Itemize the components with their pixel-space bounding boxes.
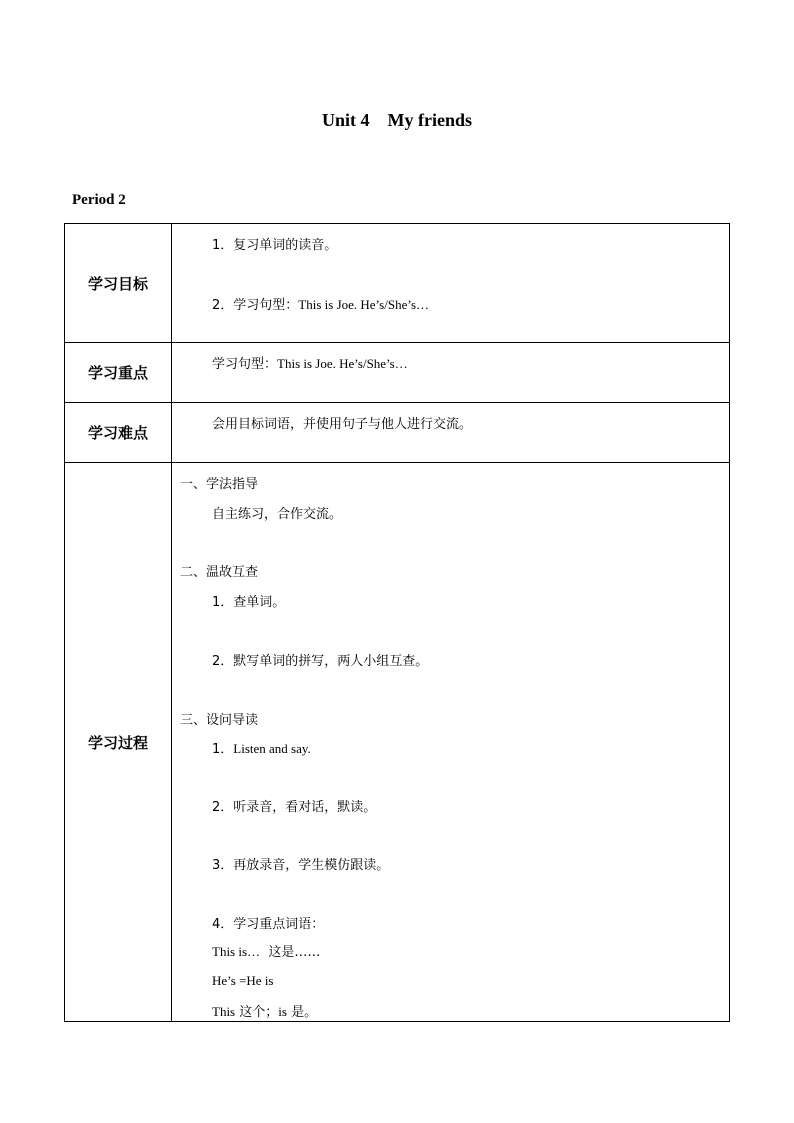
- table-row-goals: [65, 224, 730, 343]
- vocab-1-en: This is…: [212, 944, 261, 959]
- goals-line-2-sentence: This is Joe. He’s/She’s…: [298, 297, 430, 312]
- process-section-3-item-2: 2．听录音，看对话，默读。: [212, 800, 377, 815]
- table-row-key: [65, 343, 730, 403]
- key-line: [212, 353, 408, 372]
- process-section-2-item-1: 1．查单词。: [212, 595, 286, 610]
- difficulty-content: [172, 403, 730, 463]
- key-content: [172, 343, 730, 403]
- study-plan-table: [64, 223, 730, 1022]
- process-section-3-item-1: [212, 738, 311, 757]
- process-section-2-item-2: 2．默写单词的拼写，两人小组互查。: [212, 654, 429, 669]
- vocab-3-cn-b: 是。: [291, 1005, 318, 1020]
- process-section-3-heading: 三、设问导读: [180, 713, 259, 728]
- process-section-3-item-1-num: 1．: [212, 742, 234, 757]
- process-content: [172, 463, 730, 1022]
- vocab-line-2: He’s =He is: [212, 973, 274, 988]
- table-row-process: [65, 463, 730, 1022]
- process-label: 学习过程: [65, 463, 172, 1022]
- vocab-3-cn-a: 这个；: [239, 1005, 279, 1020]
- process-section-3-item-1-text: Listen and say.: [233, 741, 311, 756]
- process-section-3-item-3: 3．再放录音，学生模仿跟读。: [212, 858, 390, 873]
- goals-line-1: 1．复习单词的读音。: [212, 238, 338, 253]
- difficulty-text: 会用目标词语，并使用句子与他人进行交流。: [212, 417, 473, 432]
- key-sentence: This is Joe. He’s/She’s…: [277, 356, 408, 371]
- vocab-line-3: [212, 1001, 317, 1020]
- vocab-line-1: [212, 941, 320, 960]
- key-prefix: 学习句型：: [212, 357, 278, 372]
- table-row-difficulty: [65, 403, 730, 463]
- process-section-1-heading: 一、学法指导: [180, 477, 259, 492]
- vocab-3-en-a: This: [212, 1004, 236, 1019]
- process-section-2-heading: 二、温故互查: [180, 565, 259, 580]
- page-title: Unit 4 My friends: [322, 110, 472, 130]
- period-label: Period 2: [72, 192, 126, 208]
- key-label: 学习重点: [65, 343, 172, 403]
- vocab-3-en-b: is: [278, 1004, 287, 1019]
- process-section-3-item-4: 4．学习重点词语：: [212, 917, 325, 932]
- goals-line-2: [212, 294, 429, 313]
- difficulty-label: 学习难点: [65, 403, 172, 463]
- vocab-1-cn: 这是……: [268, 945, 321, 960]
- goals-content: [172, 224, 730, 343]
- process-section-1-text: 自主练习，合作交流。: [212, 507, 343, 522]
- goals-label: 学习目标: [65, 224, 172, 343]
- goals-line-2-prefix: 2．学习句型：: [212, 298, 299, 313]
